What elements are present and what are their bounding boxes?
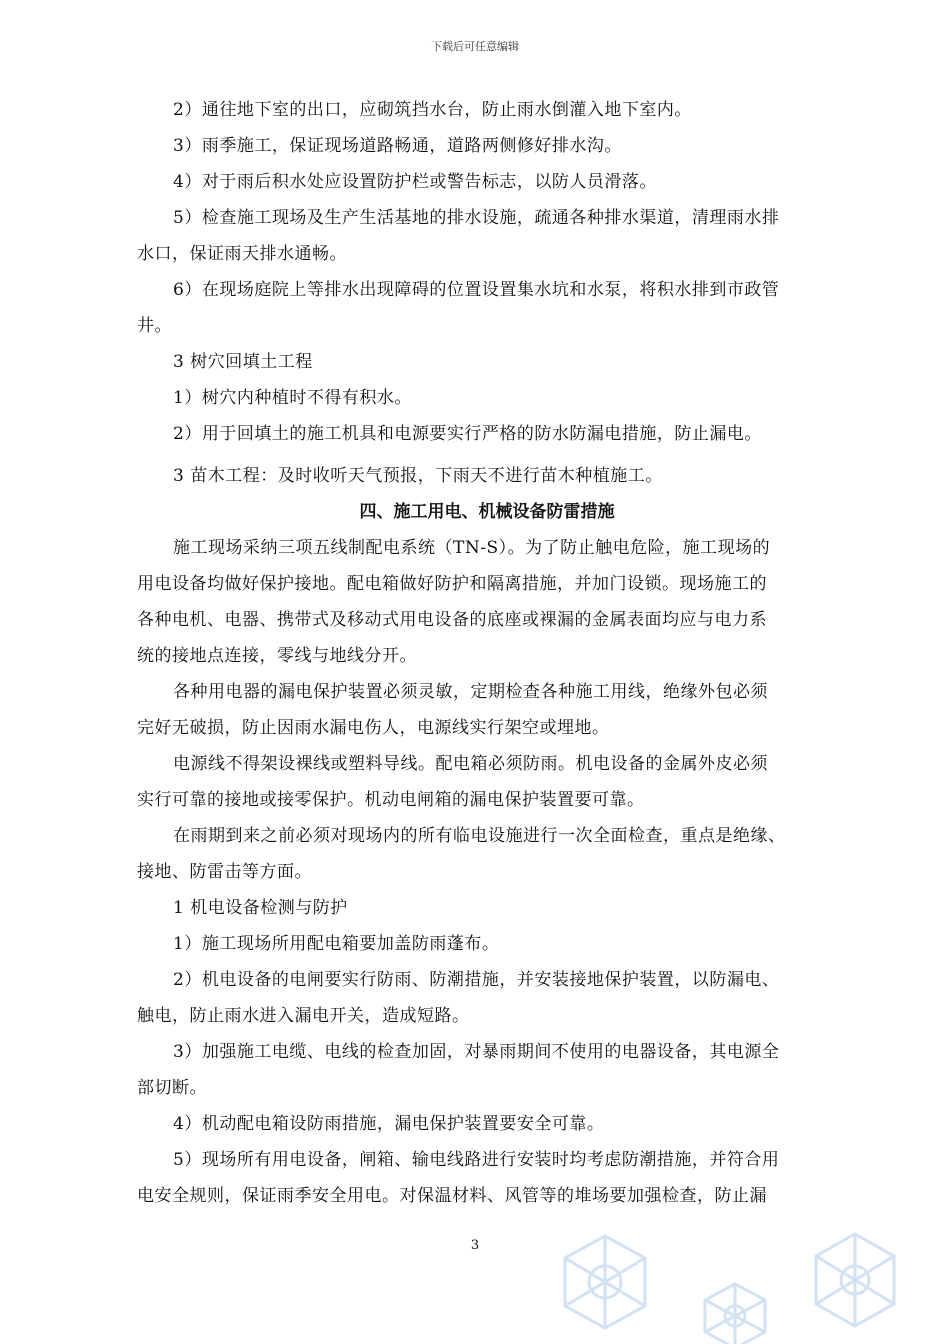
paragraph-line: 水口，保证雨天排水通畅。: [137, 244, 347, 264]
paragraph-line: 电安全规则，保证雨季安全用电。对保温材料、风管等的堆场要加强检查，防止漏: [137, 1186, 767, 1206]
paragraph-line: 电源线不得架设裸线或塑料导线。配电箱必须防雨。机电设备的金属外皮必须: [173, 754, 768, 774]
paragraph-line: 3）加强施工电缆、电线的检查加固，对暴雨期间不使用的电器设备，其电源全: [173, 1042, 780, 1062]
section-subtitle: 1 机电设备检测与防护: [173, 898, 348, 918]
paragraph-line: 4）对于雨后积水处应设置防护栏或警告标志，以防人员滑落。: [173, 172, 657, 192]
paragraph-line: 实行可靠的接地或接零保护。机动电闸箱的漏电保护装置要可靠。: [137, 790, 645, 810]
paragraph-line: 部切断。: [137, 1078, 207, 1098]
paragraph-line: 5）检查施工现场及生产生活基地的排水设施，疏通各种排水渠道，清理雨水排: [173, 208, 780, 228]
section-subtitle: 3 树穴回填土工程: [173, 352, 313, 372]
paragraph-line: 6）在现场庭院上等排水出现障碍的位置设置集水坑和水泵，将积水排到市政管: [173, 280, 780, 300]
paragraph-line: 2）机电设备的电闸要实行防雨、防潮措施，并安装接地保护装置，以防漏电、: [173, 970, 780, 990]
paragraph-line: 触电，防止雨水进入漏电开关，造成短路。: [137, 1006, 470, 1026]
snowflake-watermark-icon: [545, 1228, 665, 1338]
page-number: 3: [470, 1238, 480, 1253]
document-body: [137, 92, 837, 1214]
paragraph-line: 1）树穴内种植时不得有积水。: [173, 388, 412, 408]
paragraph-line: 各种电机、电器、携带式及移动式用电设备的底座或裸漏的金属表面均应与电力系: [137, 610, 767, 630]
paragraph-line: 3）雨季施工，保证现场道路畅通，道路两侧修好排水沟。: [173, 136, 622, 156]
paragraph-line: 用电设备均做好保护接地。配电箱做好防护和隔离措施，并加门设锁。现场施工的: [137, 574, 767, 594]
paragraph-line: 2）用于回填土的施工机具和电源要实行严格的防水防漏电措施，防止漏电。: [173, 424, 762, 444]
paragraph-line: 2）通往地下室的出口，应砌筑挡水台，防止雨水倒灌入地下室内。: [173, 100, 692, 120]
paragraph-line: 4）机动配电箱设防雨措施，漏电保护装置要安全可靠。: [173, 1114, 605, 1134]
paragraph-line: 统的接地点连接，零线与地线分开。: [137, 646, 417, 666]
paragraph-line: 在雨期到来之前必须对现场内的所有临电设施进行一次全面检查，重点是绝缘、: [173, 826, 786, 846]
paragraph-line: 接地、防雷击等方面。: [137, 862, 312, 882]
paragraph-line: 1）施工现场所用配电箱要加盖防雨蓬布。: [173, 934, 500, 954]
snowflake-watermark-icon: [800, 1228, 910, 1338]
page-header: 下载后可任意编辑: [431, 40, 519, 53]
paragraph-line: 完好无破损，防止因雨水漏电伤人，电源线实行架空或埋地。: [137, 718, 610, 738]
paragraph-line: 3 苗木工程：及时收听天气预报，下雨天不进行苗木种植施工。: [173, 466, 663, 486]
paragraph-line: 井。: [137, 316, 172, 336]
snowflake-watermark-icon: [695, 1280, 775, 1344]
paragraph-line: 各种用电器的漏电保护装置必须灵敏，定期检查各种施工用线，绝缘外包必须: [173, 682, 768, 702]
section-heading: 四、施工用电、机械设备防雷措施: [359, 502, 615, 522]
paragraph-line: 5）现场所有用电设备，闸箱、输电线路进行安装时均考虑防潮措施，并符合用: [173, 1150, 780, 1170]
paragraph-line: 施工现场采纳三项五线制配电系统（TN-S）。为了防止触电危险，施工现场的: [173, 538, 771, 558]
